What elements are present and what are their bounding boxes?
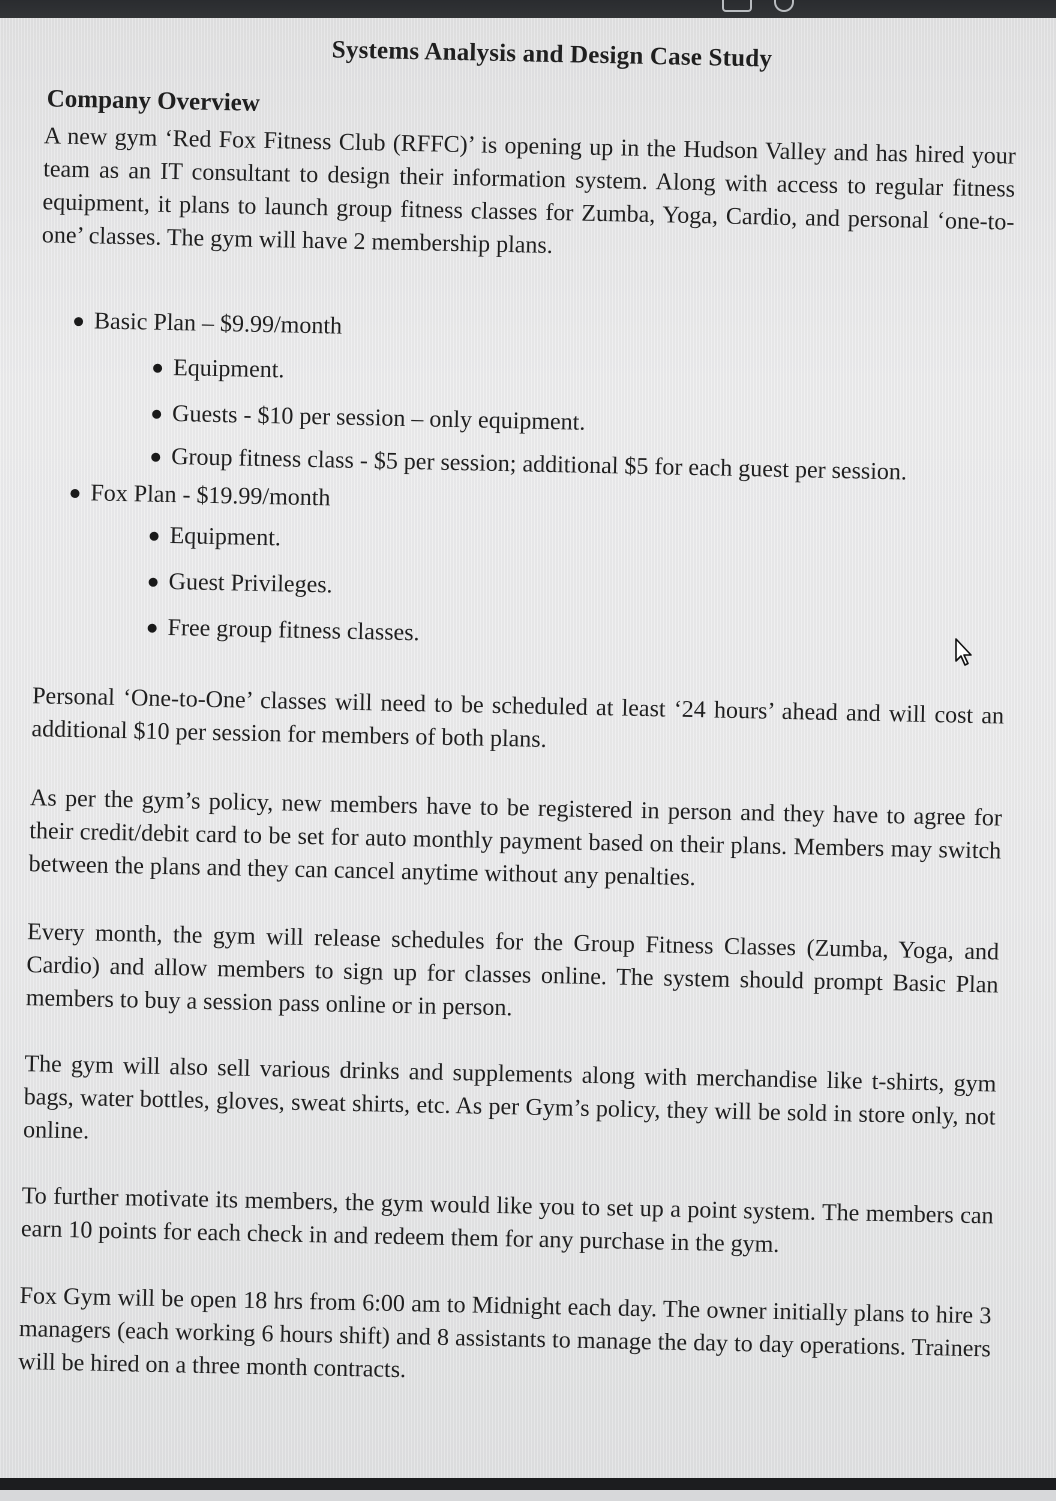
bullet-icon: [74, 316, 83, 325]
document-page: [0, 18, 1056, 1480]
screen-bottom-bezel: [0, 1478, 1056, 1490]
plan-features-list: [67, 511, 906, 666]
refresh-icon[interactable]: [774, 0, 794, 12]
section-heading: Company Overview: [46, 85, 261, 117]
bullet-icon: [148, 623, 157, 632]
plan-item: [67, 475, 906, 666]
body-paragraph: As per the gym’s policy, new members have to be registered in person and they have to agree for their credit/debit card to be set for auto monthly payment based on their plans. Members may switch between the plans and they can cancel anytime without any penalties.: [28, 785, 1003, 892]
bullet-icon: [150, 531, 159, 540]
top-icons: [722, 0, 794, 12]
window-icon[interactable]: [722, 0, 752, 12]
plan-label: Basic Plan – $9.99/month: [93, 307, 343, 340]
feature-text: Group fitness class - $5 per session; additional $5 for each guest per session.: [170, 443, 908, 485]
bullet-icon: [152, 409, 161, 418]
feature-text: Guest Privileges.: [168, 568, 333, 598]
plan-label: Fox Plan - $19.99/month: [90, 479, 331, 511]
plan-features-list: [71, 343, 909, 492]
bullet-icon: [153, 363, 162, 372]
body-paragraph: Every month, the gym will release schedules for the Group Fitness Classes (Zumba, Yoga, and Cardio) and allow members to sign up for classes online. The system should prompt Basic Plan members to buy a session pass online or in person.: [25, 919, 1000, 1022]
body-paragraph: Fox Gym will be open 18 hrs from 6:00 am to Midnight each day. The owner initially plans to hire 3 managers (each working 6 hours shift) and 8 assistants to manage the day to day operations. Trainers will be hired on a three month contracts.: [17, 1283, 992, 1384]
document-title: Systems Analysis and Design Case Study: [331, 36, 773, 73]
body-paragraph: The gym will also sell various drinks and supplements along with merchandise like t-shirts, gym bags, water bottles, gloves, sweat shirts, etc. As per Gym’s policy, they will be sold in store only, not online.: [22, 1051, 997, 1145]
body-paragraph: Personal ‘One-to-One’ classes will need to be scheduled at least ‘24 hours’ ahead and will cost an additional $10 per session for members of both plans.: [31, 683, 1005, 753]
feature-text: Equipment.: [172, 354, 285, 383]
feature-text: Free group fitness classes.: [167, 614, 420, 646]
membership-plans-list: [67, 299, 910, 666]
mouse-pointer-icon: [954, 637, 974, 667]
document-content: [0, 17, 1056, 1501]
bullet-icon: [70, 488, 79, 497]
feature-text: Equipment.: [169, 522, 282, 551]
body-paragraph: To further motivate its members, the gym would like you to set up a point system. The members can earn 10 points for each check in and redeem them for any purchase in the gym.: [20, 1183, 994, 1258]
feature-text: Guests - $10 per session – only equipment.: [171, 400, 586, 436]
plan-item: [71, 299, 910, 492]
bullet-icon: [149, 577, 158, 586]
intro-paragraph: A new gym ‘Red Fox Fitness Club (RFFC)’ is opening up in the Hudson Valley and has hired your team as an IT consultant to design their information system. Along with access to regular fitness equipment, it plans to launch group fitness classes for Zumba, Yoga, Cardio, and personal ‘one-to-one’ classes. The gym will have 2 membership plans.: [41, 123, 1017, 259]
bullet-icon: [151, 452, 160, 461]
